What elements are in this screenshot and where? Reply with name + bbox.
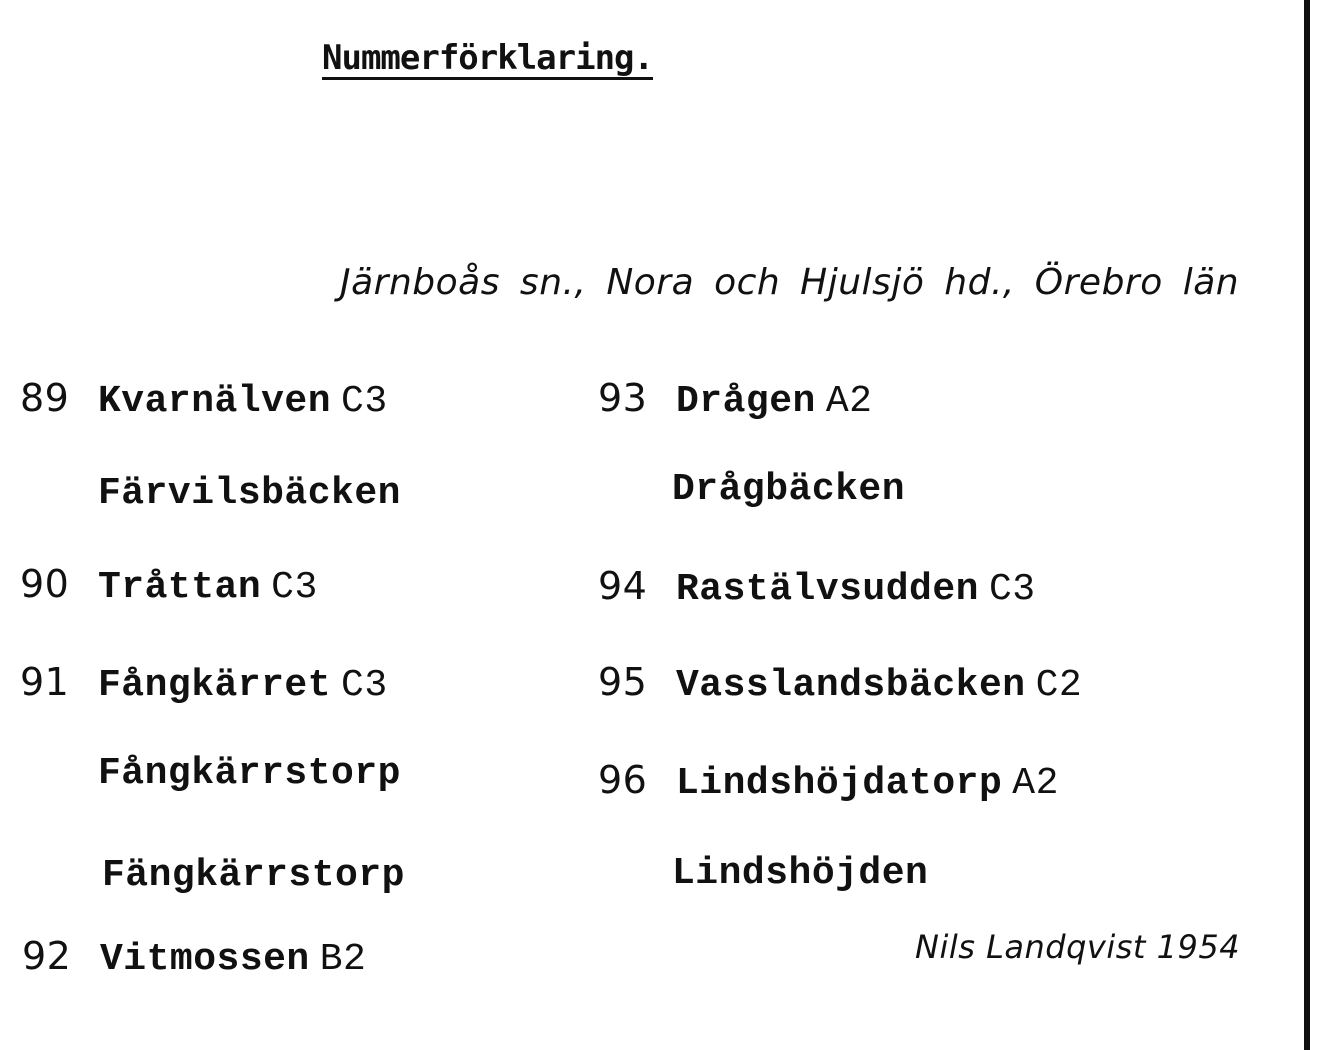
entry-grid-ref: A2 (825, 380, 873, 423)
entry-number: 96 (598, 758, 648, 802)
entry-number: 95 (598, 660, 648, 704)
entry-grid-ref: B2 (319, 938, 367, 981)
entry-name: Lindshöjdatorp (676, 762, 1003, 805)
entry-number: 94 (598, 564, 648, 608)
entry-grid-ref: A2 (1012, 762, 1059, 805)
entry-grid-ref: C3 (341, 664, 388, 707)
entry-number: 91 (20, 660, 70, 704)
page-edge-rule (1304, 0, 1310, 1050)
entry-90 (20, 562, 318, 609)
document-title: Nummerförklaring. (322, 38, 653, 78)
entry-number: 90 (20, 562, 70, 606)
entry-name: Rastälvsudden (676, 568, 979, 611)
entry-name: Tråttan (98, 566, 262, 609)
entry-89-alt-name: Färvilsbäcken (98, 472, 401, 515)
entry-93-alt-name: Drågbäcken (672, 468, 906, 511)
entry-name: Kvarnälven (98, 380, 332, 423)
entry-name: Fångkärret (98, 664, 332, 707)
entry-grid-ref: C3 (341, 380, 388, 423)
entry-95 (598, 660, 1082, 707)
entry-name: Vitmossen (100, 938, 310, 981)
entry-89 (20, 376, 388, 423)
entry-92 (22, 934, 366, 981)
entry-grid-ref: C3 (271, 566, 318, 609)
entry-grid-ref: C3 (988, 568, 1036, 611)
entry-96-alt-name: Lindshöjden (672, 852, 929, 895)
entry-91-alt-name-2: Fängkärrstorp (102, 854, 405, 897)
entry-number: 92 (22, 934, 72, 978)
entry-grid-ref: C2 (1035, 664, 1083, 707)
entry-number: 93 (598, 376, 648, 420)
entry-96 (598, 758, 1059, 805)
author-signature: Nils Landqvist 1954 (915, 928, 1241, 966)
entry-name: Drågen (676, 380, 816, 423)
parish-location: Järnboås sn., Nora och Hjulsjö hd., Örebro län (340, 262, 1240, 303)
entry-93 (598, 376, 872, 423)
entry-91-alt-name-1: Fångkärrstorp (98, 752, 401, 795)
entry-91 (20, 660, 388, 707)
entry-94 (598, 564, 1036, 611)
entry-number: 89 (20, 376, 70, 420)
entry-name: Vasslandsbäcken (676, 664, 1026, 707)
